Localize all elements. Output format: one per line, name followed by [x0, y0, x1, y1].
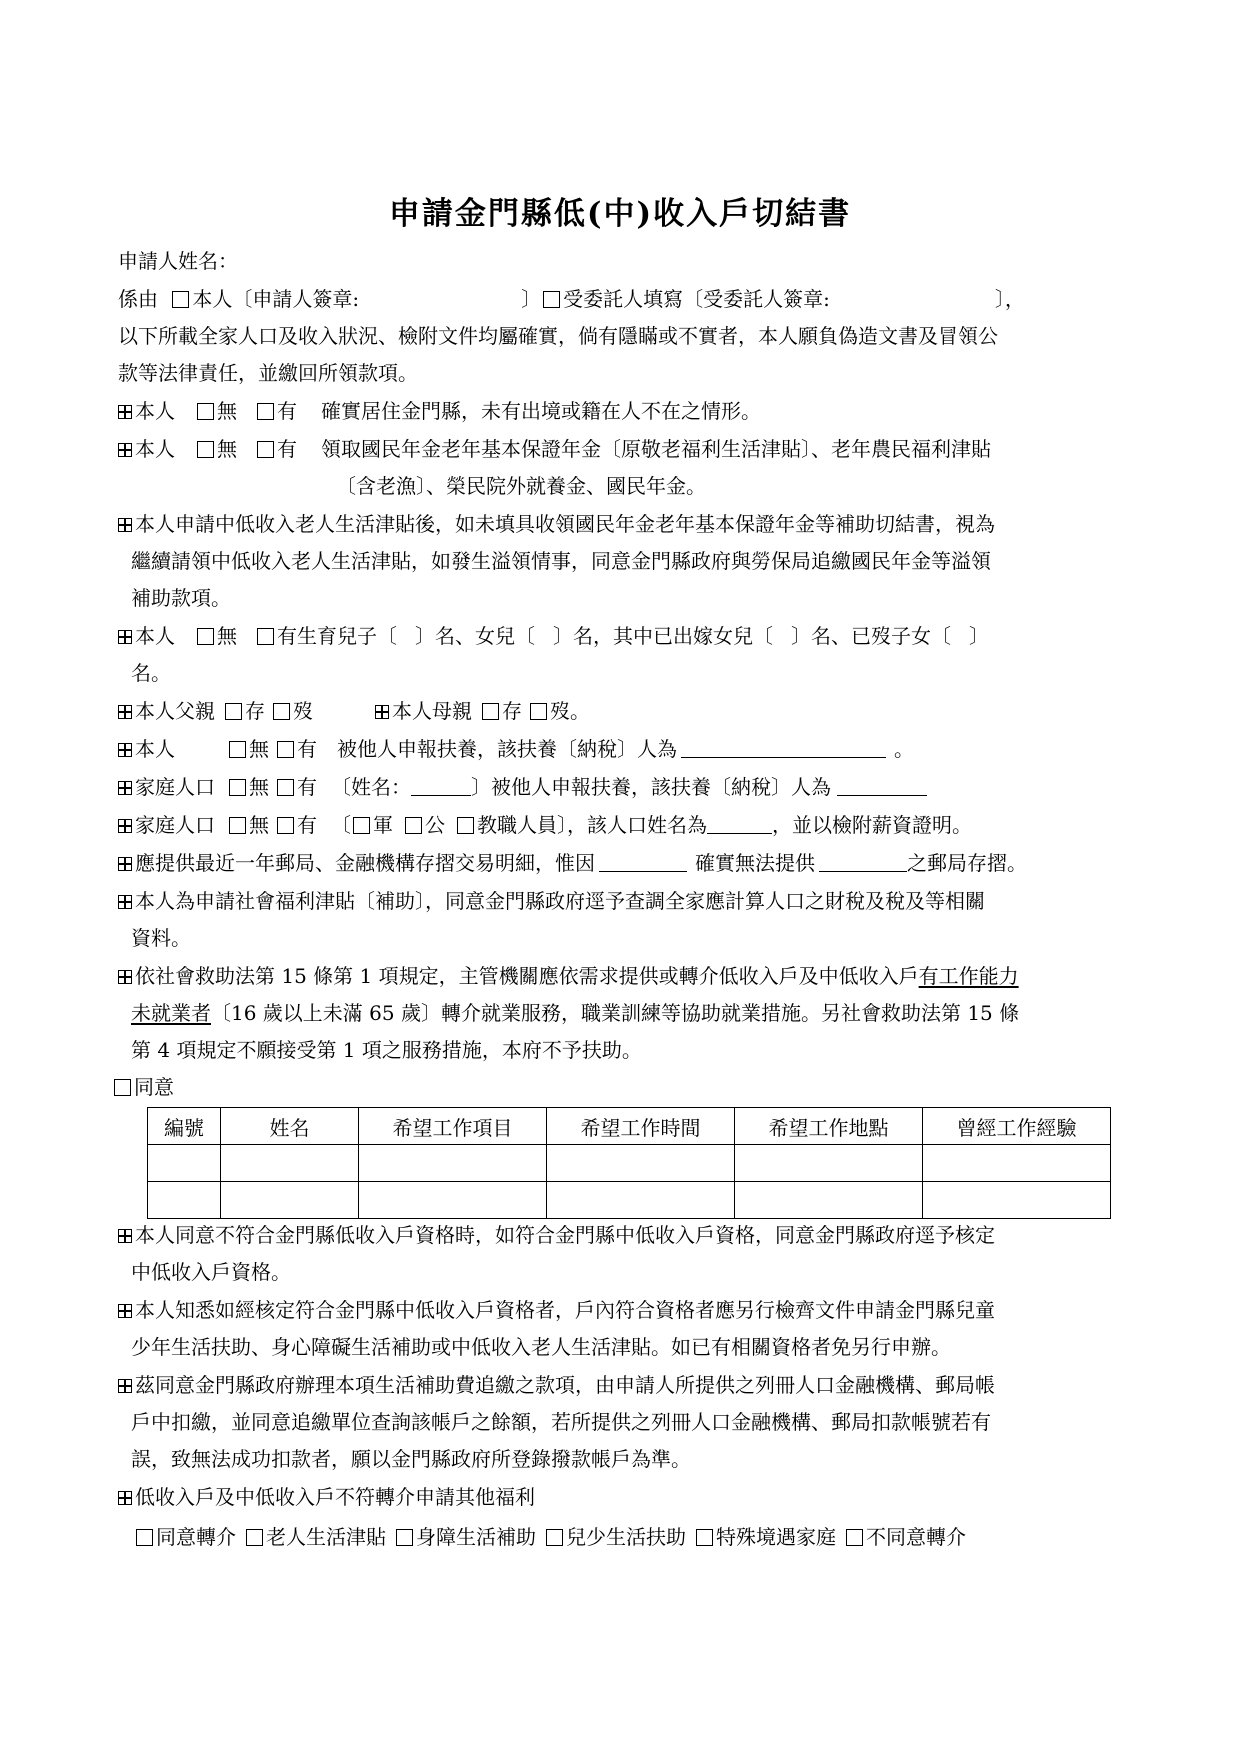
- cross-bullet-icon: [118, 781, 132, 795]
- column-header-number: 編號: [148, 1108, 221, 1145]
- item-pension-line-2: 〔含老漁〕、榮民院外就養金、國民年金。: [336, 474, 706, 498]
- no-label: 無: [249, 775, 269, 799]
- subject-label: 家庭人口: [135, 775, 215, 799]
- item-employment-line-2: [131, 1000, 1019, 1026]
- cross-bullet-icon: [118, 1379, 132, 1393]
- column-header-name: 姓名: [221, 1108, 359, 1145]
- cross-bullet-icon: [375, 705, 389, 719]
- item-text: 〔16 歲以上未滿 65 歲〕轉介就業服務，職業訓練等協助就業措施。另社會救助法第 15 條: [211, 1001, 1020, 1025]
- table-cell[interactable]: [547, 1145, 735, 1182]
- no-checkbox[interactable]: [229, 817, 246, 834]
- table-cell[interactable]: [148, 1182, 221, 1219]
- item-text: 應提供最近一年郵局、金融機構存摺交易明細，惟因: [135, 851, 595, 875]
- cross-bullet-icon: [118, 857, 132, 871]
- table-cell[interactable]: [359, 1182, 547, 1219]
- yes-label: 有: [297, 737, 317, 761]
- item-employment-line-1: [118, 963, 1019, 989]
- referral-options: [136, 1524, 966, 1550]
- item-text: 被他人申報扶養，該扶養〔納稅〕人為: [337, 737, 677, 761]
- subject-label: 家庭人口: [135, 813, 215, 837]
- bracket-close: 〕: [521, 287, 542, 311]
- cross-bullet-icon: [118, 970, 132, 984]
- item-text: 茲同意金門縣政府辦理本項生活補助費追繳之款項，由申請人所提供之列冊人口金融機構、郵局帳: [135, 1373, 995, 1397]
- table-cell[interactable]: [359, 1145, 547, 1182]
- agree-label: 同意: [134, 1075, 174, 1099]
- household-member-name-field[interactable]: [707, 815, 772, 834]
- special-hardship-family-checkbox[interactable]: [696, 1529, 713, 1546]
- no-checkbox[interactable]: [229, 779, 246, 796]
- public-checkbox[interactable]: [405, 817, 422, 834]
- intro-line-2: 款等法律責任，並繳回所領款項。: [118, 361, 418, 385]
- household-member-name-field[interactable]: [411, 777, 471, 796]
- father-label: 本人父親: [135, 699, 215, 723]
- referral-option-label: 不同意轉介: [866, 1525, 966, 1549]
- no-label: 無: [249, 737, 269, 761]
- referral-option-label: 特殊境遇家庭: [716, 1525, 836, 1549]
- deceased-label: 歿: [550, 699, 570, 723]
- subject-label: 本人: [135, 437, 175, 461]
- item-tax-query-line-2: 資料。: [131, 926, 191, 950]
- item-parents: [118, 698, 590, 724]
- mother-alive-checkbox[interactable]: [482, 703, 499, 720]
- taxpayer-name-field[interactable]: [837, 777, 927, 796]
- bracket-close: 〕，: [994, 287, 1025, 311]
- name-label: 〔姓名：: [331, 775, 411, 799]
- bracket-open: 〔: [331, 813, 351, 837]
- period: 。: [894, 737, 914, 761]
- yes-label: 有: [277, 437, 297, 461]
- applicant-name-label: 申請人姓名：: [118, 249, 238, 273]
- cross-bullet-icon: [118, 743, 132, 757]
- alive-label: 存: [245, 699, 265, 723]
- item-text: 確實居住金門縣，未有出境或籍在人不在之情形。: [321, 399, 761, 423]
- table-cell[interactable]: [923, 1182, 1111, 1219]
- teacher-label: 教職人員: [477, 813, 557, 837]
- passbook-field[interactable]: [819, 853, 907, 872]
- father-deceased-checkbox[interactable]: [273, 703, 290, 720]
- mother-deceased-checkbox[interactable]: [530, 703, 547, 720]
- item-residence: [118, 398, 761, 424]
- self-signature-label: 本人〔申請人簽章:: [192, 287, 360, 311]
- public-label: 公: [425, 813, 445, 837]
- daughters-label: 〕名、女兒〔: [415, 624, 535, 648]
- subject-label: 本人: [135, 624, 175, 648]
- no-label: 無: [249, 813, 269, 837]
- item-other-subsidy-line-1: [118, 1297, 995, 1323]
- item-employment-line-3: 第 4 項規定不願接受第 1 項之服務措施，本府不予扶助。: [131, 1038, 642, 1062]
- bracket-close: 〕: [969, 624, 989, 648]
- referral-option-label: 身障生活補助: [416, 1525, 536, 1549]
- cross-bullet-icon: [118, 1304, 132, 1318]
- item-text: 本人同意不符合金門縣低收入戶資格時，如符合金門縣中低收入戶資格，同意金門縣政府逕予核定: [135, 1223, 995, 1247]
- item-text: 本人申請中低收入老人生活津貼後，如未填具收領國民年金老年基本保證年金等補助切結書，視為: [135, 512, 995, 536]
- yes-label: 有: [297, 775, 317, 799]
- reason-field[interactable]: [599, 853, 687, 872]
- cross-bullet-icon: [118, 1491, 132, 1505]
- elderly-allowance-checkbox[interactable]: [246, 1529, 263, 1546]
- table-cell[interactable]: [148, 1145, 221, 1182]
- child-youth-assistance-checkbox[interactable]: [546, 1529, 563, 1546]
- taxpayer-name-field[interactable]: [681, 739, 886, 758]
- table-cell[interactable]: [547, 1182, 735, 1219]
- table-cell[interactable]: [923, 1145, 1111, 1182]
- item-elderly-allowance-line-1: [118, 511, 995, 537]
- referral-option-label: 同意轉介: [156, 1525, 236, 1549]
- item-text: 確實無法提供: [695, 851, 815, 875]
- item-dependent-self: [118, 736, 914, 762]
- table-cell[interactable]: [221, 1182, 359, 1219]
- table-cell[interactable]: [735, 1145, 923, 1182]
- item-text: 本人為申請社會福利津貼〔補助〕，同意金門縣政府逕予查調全家應計算人口之財稅及稅及等相關: [135, 889, 985, 913]
- referral-option-label: 老人生活津貼: [266, 1525, 386, 1549]
- yes-label: 有: [297, 813, 317, 837]
- item-text: 領取國民年金老年基本保證年金〔原敬老福利生活津貼〕、老年農民福利津貼: [321, 437, 991, 461]
- cross-bullet-icon: [118, 630, 132, 644]
- no-label: 無: [217, 437, 237, 461]
- item-recovery-line-2: 戶中扣繳，並同意追繳單位查詢該帳戶之餘額，若所提供之列冊人口金融機構、郵局扣款帳號若有: [131, 1410, 991, 1434]
- item-text: 〕，該人口姓名為: [557, 813, 707, 837]
- job-preference-table: [147, 1107, 1111, 1219]
- disability-subsidy-checkbox[interactable]: [396, 1529, 413, 1546]
- table-cell[interactable]: [735, 1182, 923, 1219]
- yes-checkbox[interactable]: [277, 779, 294, 796]
- column-header-desired-time: 希望工作時間: [547, 1108, 735, 1145]
- no-label: 無: [217, 624, 237, 648]
- underlined-text: 有工作能力: [918, 964, 1019, 988]
- yes-checkbox[interactable]: [277, 741, 294, 758]
- agent-signature-label: 受委託人填寫〔受委託人簽章:: [563, 287, 830, 311]
- item-tax-query-line-1: [118, 888, 985, 914]
- deceased-children-label: 〕名、已歿子女〔: [791, 624, 951, 648]
- cross-bullet-icon: [118, 1229, 132, 1243]
- item-text: 本人知悉如經核定符合金門縣中低收入戶資格者，戶內符合資格者應另行檢齊文件申請金門縣兒童: [135, 1298, 995, 1322]
- agree-option: [114, 1074, 174, 1100]
- column-header-work-experience: 曾經工作經驗: [923, 1108, 1111, 1145]
- page-title: 申請金門縣低(中)收入戶切結書: [388, 196, 852, 232]
- period: 。: [570, 699, 590, 723]
- column-header-desired-location: 希望工作地點: [735, 1108, 923, 1145]
- military-checkbox[interactable]: [353, 817, 370, 834]
- cross-bullet-icon: [118, 895, 132, 909]
- no-label: 無: [217, 399, 237, 423]
- subject-label: 本人: [135, 737, 175, 761]
- item-referral: [118, 1484, 535, 1510]
- no-checkbox[interactable]: [197, 403, 214, 420]
- no-checkbox[interactable]: [197, 441, 214, 458]
- no-checkbox[interactable]: [197, 628, 214, 645]
- cross-bullet-icon: [118, 443, 132, 457]
- item-other-subsidy-line-2: 少年生活扶助、身心障礙生活補助或中低收入老人生活津貼。如已有相關資格者免另行申辦。: [131, 1335, 951, 1359]
- yes-label: 有: [277, 399, 297, 423]
- referral-disagree-checkbox[interactable]: [846, 1529, 863, 1546]
- table-cell[interactable]: [221, 1145, 359, 1182]
- agree-checkbox[interactable]: [114, 1079, 131, 1096]
- yes-checkbox[interactable]: [257, 403, 274, 420]
- referral-option-label: 兒少生活扶助: [566, 1525, 686, 1549]
- cross-bullet-icon: [118, 705, 132, 719]
- item-elderly-allowance-line-3: 補助款項。: [131, 586, 231, 610]
- item-text: 之郵局存摺。: [907, 851, 1027, 875]
- item-pension: [118, 436, 991, 462]
- table-row: [148, 1145, 1111, 1182]
- teacher-checkbox[interactable]: [457, 817, 474, 834]
- intro-line-1: 以下所載全家人口及收入狀況、檢附文件均屬確實，倘有隱瞞或不實者，本人願負偽造文書及冒領公: [118, 324, 998, 348]
- item-passbook: [118, 850, 1027, 876]
- column-header-desired-job: 希望工作項目: [359, 1108, 547, 1145]
- underlined-text: 未就業者: [131, 1001, 211, 1025]
- item-qualification-line-1: [118, 1222, 995, 1248]
- yes-checkbox[interactable]: [277, 817, 294, 834]
- mother-label: 本人母親: [392, 699, 472, 723]
- item-qualification-line-2: 中低收入戶資格。: [131, 1260, 291, 1284]
- cross-bullet-icon: [118, 819, 132, 833]
- item-public-servant: [118, 812, 972, 838]
- cross-bullet-icon: [118, 518, 132, 532]
- referral-agree-checkbox[interactable]: [136, 1529, 153, 1546]
- item-text: ，並以檢附薪資證明。: [772, 813, 972, 837]
- alive-label: 存: [502, 699, 522, 723]
- married-daughters-label: 〕名，其中已出嫁女兒〔: [553, 624, 773, 648]
- item-recovery-line-1: [118, 1372, 995, 1398]
- item-text: 依社會救助法第 15 條第 1 項規定，主管機關應依需求提供或轉介低收入戶及中低收入戶: [135, 964, 919, 988]
- item-children-line-2: 名。: [131, 661, 171, 685]
- deceased-label: 歿: [293, 699, 313, 723]
- applicant-name-line: [118, 248, 238, 274]
- yes-checkbox[interactable]: [257, 628, 274, 645]
- reason-line: [118, 286, 1025, 312]
- self-checkbox[interactable]: [172, 291, 189, 308]
- sons-label: 有生育兒子〔: [277, 624, 397, 648]
- item-elderly-allowance-line-2: 繼續請領中低收入老人生活津貼，如發生溢領情事，同意金門縣政府與勞保局追繳國民年金等溢領: [131, 549, 991, 573]
- agent-checkbox[interactable]: [543, 291, 560, 308]
- table-row: [148, 1182, 1111, 1219]
- item-children: [118, 623, 989, 649]
- cross-bullet-icon: [118, 405, 132, 419]
- no-checkbox[interactable]: [229, 741, 246, 758]
- item-recovery-line-3: 誤，致無法成功扣款者，願以金門縣政府所登錄撥款帳戶為準。: [131, 1447, 691, 1471]
- military-label: 軍: [373, 813, 393, 837]
- subject-label: 本人: [135, 399, 175, 423]
- reason-prefix: 係由: [118, 287, 158, 311]
- item-text: 〕被他人申報扶養，該扶養〔納稅〕人為: [471, 775, 831, 799]
- table-header-row: [148, 1108, 1111, 1145]
- yes-checkbox[interactable]: [257, 441, 274, 458]
- item-text: 低收入戶及中低收入戶不符轉介申請其他福利: [135, 1485, 535, 1509]
- father-alive-checkbox[interactable]: [225, 703, 242, 720]
- item-dependent-household: [118, 774, 927, 800]
